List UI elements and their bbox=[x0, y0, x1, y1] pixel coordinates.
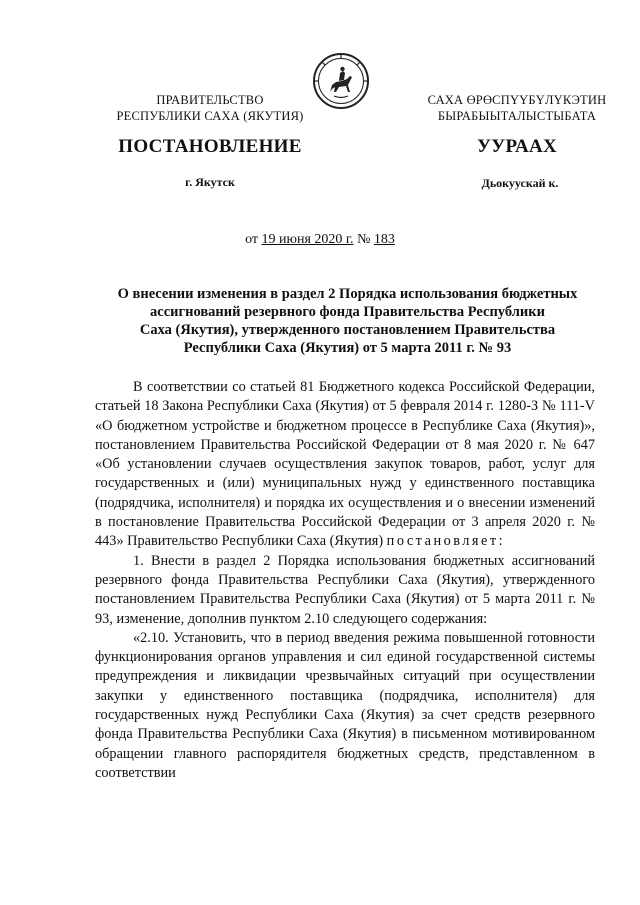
coat-of-arms-emblem-icon bbox=[312, 52, 370, 110]
clause-2-10-paragraph: «2.10. Установить, что в период введения режима повышенной готовности функционирования органов управления и сил единой государственной системы предупреждения и ликвидации чрезвычайных ситуаций при осуществлении закупки у единственного поставщика (подрядчика, исполнителя) для государственных нужд Республики Саха (Якутия) за счет средств резервного фонда Правительства Республики Саха (Якутия) в письменном мотивированном обращении главного распорядителя бюджетных средств, представленном в соответствии bbox=[95, 629, 595, 781]
title-line-3: Саха (Якутия), утвержденного постановлением Правительства bbox=[139, 322, 556, 338]
document-body bbox=[95, 378, 595, 783]
preamble-text: В соответствии со статьей 81 Бюджетного кодекса Российской Федерации, статьей 18 Закона Республики Саха (Якутия) от 5 февраля 2014 г. 1280-З № 111-V «О бюджетном устройстве и бюджетном процессе в Республике Саха (Якутия)», постановлением Правительства Российской Федерации от 8 мая 2020 г. № 647 «Об установлении случаев осуществления закупок товаров, работ, услуг для государственных и (или) муниципальных нужд у единственного поставщика (подрядчика, исполнителя) и порядка их осуществления и о внесении изменений в постановление Правительства Российской Федерации от 3 апреля 2020 г. № 443» Правительство Республики Саха (Якутия) bbox=[95, 379, 595, 550]
government-name-yakut-line2: БЫРАБЫЫТАЛЫСТЫБАТА bbox=[437, 109, 597, 123]
header-right-block bbox=[392, 92, 640, 124]
government-name-yakut-line1: САХА ӨРӨСПҮҮБҮЛҮКЭТИН bbox=[427, 93, 607, 107]
document-date-number bbox=[0, 232, 640, 248]
clause-1-paragraph: 1. Внести в раздел 2 Порядка использования бюджетных ассигнований резервного фонда Правительства Республики Саха (Якутия), утвержденного постановлением Правительства Республики Саха (Якутия) от 5 марта 2011 г. № 93, изменение, дополнив пунктом 2.10 следующего содержания: bbox=[95, 552, 595, 627]
document-type-ru: ПОСТАНОВЛЕНИЕ bbox=[118, 136, 302, 157]
government-name-line1: ПРАВИТЕЛЬСТВО bbox=[156, 93, 264, 107]
document-title bbox=[95, 285, 600, 357]
city-yakut: Дьокуускай к. bbox=[481, 176, 559, 190]
title-line-1: О внесении изменения в раздел 2 Порядка использования бюджетных bbox=[117, 286, 578, 302]
government-name-line2: РЕСПУБЛИКИ САХА (ЯКУТИЯ) bbox=[116, 109, 304, 123]
number-sign: № bbox=[357, 232, 371, 247]
date-prefix: от bbox=[245, 232, 259, 247]
resolves-word: постановляет: bbox=[386, 533, 506, 550]
title-line-4: Республики Саха (Якутия) от 5 марта 2011 г. № 93 bbox=[183, 340, 512, 356]
document-number: 183 bbox=[373, 232, 395, 247]
city-ru: г. Якутск bbox=[185, 175, 235, 189]
document-type-yakut: УУРААХ bbox=[476, 136, 558, 157]
preamble-paragraph bbox=[95, 378, 595, 552]
document-date: 19 июня 2020 г. bbox=[261, 232, 354, 247]
header-left-block bbox=[95, 92, 325, 124]
title-line-2: ассигнований резервного фонда Правительства Республики bbox=[150, 304, 545, 320]
